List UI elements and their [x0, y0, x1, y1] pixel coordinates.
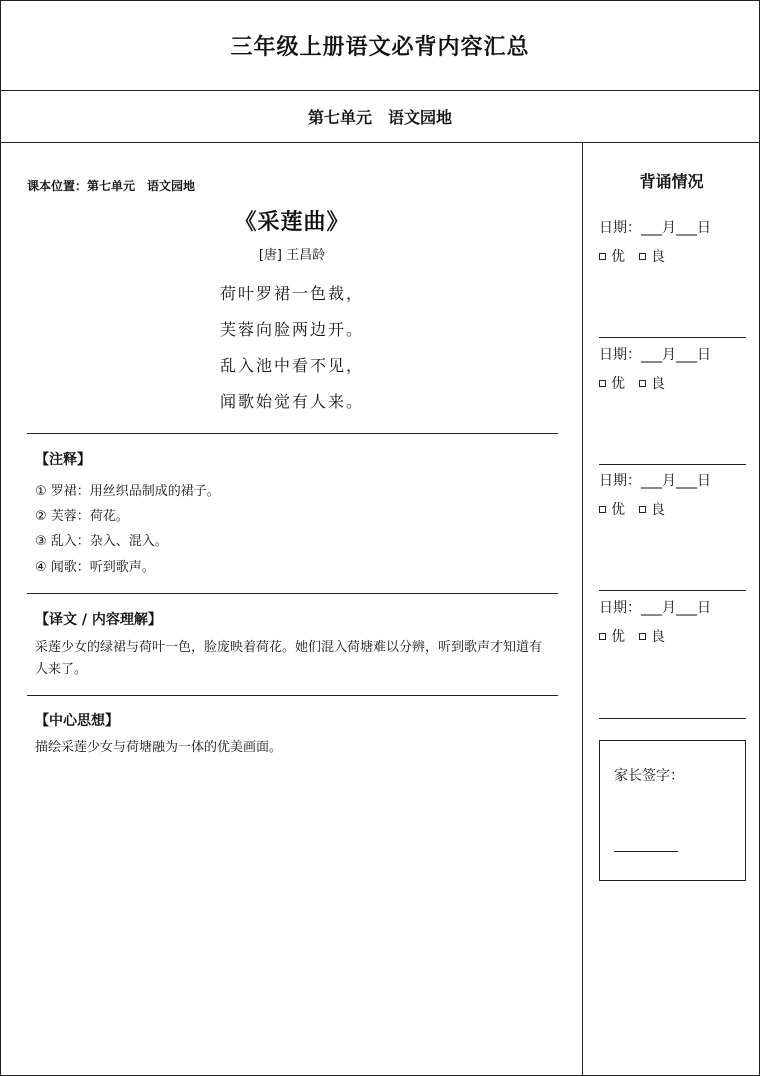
poem-line: 荷叶罗裙一色裁， — [219, 284, 364, 303]
record-divider — [599, 337, 746, 338]
checkbox-excellent[interactable] — [599, 506, 606, 513]
section-divider — [27, 433, 558, 434]
notes-heading: 【注释】 — [35, 452, 91, 468]
recitation-record — [599, 597, 745, 646]
textbook-location: 课本位置：第七单元 语文园地 — [27, 179, 196, 193]
checkbox-excellent[interactable] — [599, 253, 606, 260]
translation-text: 采莲少女的绿裙与荷叶一色，脸庞映着荷花。她们混入荷塘难以分辨，听到歌声才知道有人来了。 — [35, 640, 543, 677]
recitation-record — [599, 217, 745, 266]
checkbox-good[interactable] — [639, 506, 646, 513]
section-divider — [27, 593, 558, 594]
date-field[interactable]: 日期：___月___日 — [599, 347, 711, 363]
option-label: 良 — [651, 502, 665, 518]
poem-author: [唐] 王昌龄 — [258, 248, 326, 263]
grade-options — [599, 626, 745, 646]
option-label: 良 — [651, 629, 665, 645]
poem-title: 《采莲曲》 — [234, 209, 350, 235]
translation-heading: 【译文 / 内容理解】 — [35, 612, 162, 628]
page-title: 三年级上册语文必背内容汇总 — [230, 35, 530, 60]
record-divider — [599, 718, 746, 719]
grade-options — [599, 499, 745, 519]
date-field[interactable]: 日期：___月___日 — [599, 473, 711, 489]
unit-bar — [1, 91, 759, 143]
checkbox-excellent[interactable] — [599, 633, 606, 640]
theme-heading: 【中心思想】 — [35, 713, 119, 729]
checkbox-excellent[interactable] — [599, 380, 606, 387]
unit-title: 第七单元 语文园地 — [307, 108, 452, 127]
checkbox-good[interactable] — [639, 633, 646, 640]
content-column — [1, 143, 583, 1075]
date-field[interactable]: 日期：___月___日 — [599, 220, 711, 236]
poem-body — [1, 281, 583, 425]
note-item: ② 芙蓉：荷花。 — [35, 509, 129, 524]
recitation-heading: 背诵情况 — [639, 172, 704, 191]
note-item: ① 罗裙：用丝织品制成的裙子。 — [35, 484, 220, 499]
title-bar — [1, 1, 759, 91]
signature-label: 家长签字： — [614, 768, 684, 784]
option-label: 优 — [611, 629, 625, 645]
grade-options — [599, 373, 745, 393]
checkbox-good[interactable] — [639, 253, 646, 260]
poem-line: 乱入池中看不见， — [219, 356, 364, 375]
parent-signature-box — [599, 740, 746, 881]
recitation-column — [584, 143, 759, 1075]
date-field[interactable]: 日期：___月___日 — [599, 600, 711, 616]
note-item: ③ 乱入：杂入、混入。 — [35, 534, 168, 549]
option-label: 良 — [651, 249, 665, 265]
recitation-record — [599, 470, 745, 519]
option-label: 优 — [611, 502, 625, 518]
record-divider — [599, 464, 746, 465]
poem-line: 芙蓉向脸两边开。 — [219, 320, 364, 339]
theme-text: 描绘采莲少女与荷塘融为一体的优美画面。 — [35, 740, 283, 755]
note-item: ④ 闻歌：听到歌声。 — [35, 560, 155, 575]
record-divider — [599, 590, 746, 591]
checkbox-good[interactable] — [639, 380, 646, 387]
section-divider — [27, 695, 558, 696]
poem-line: 闻歌始觉有人来。 — [219, 392, 364, 411]
option-label: 优 — [611, 249, 625, 265]
option-label: 良 — [651, 376, 665, 392]
recitation-record — [599, 344, 745, 393]
signature-line[interactable] — [614, 851, 678, 852]
option-label: 优 — [611, 376, 625, 392]
grade-options — [599, 246, 745, 266]
